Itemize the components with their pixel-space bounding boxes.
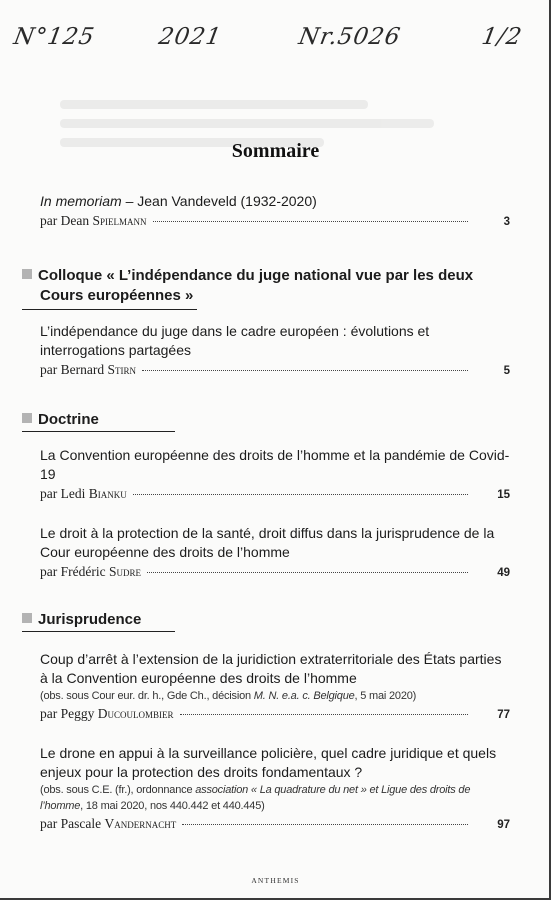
entry-title: Le droit à la protection de la santé, droit diffus dans la jurisprudence de la Cour européenne des droits de l’homme: [40, 525, 495, 560]
toc-entry-sudre[interactable]: [40, 524, 510, 580]
page-title: Sommaire: [231, 140, 320, 162]
section-colloque: Colloque « L’indépendance du juge national vue par les deux Cours européennes »: [22, 266, 473, 306]
entry-title: L’indépendance du juge dans le cadre européen : évolutions et interrogations partagées: [40, 323, 430, 358]
handwritten-number: Nr.5026: [296, 24, 403, 50]
leader-dots: [182, 824, 468, 825]
entry-title: Le drone en appui à la surveillance policière, quel cadre juridique et quels enjeux pour la protection des droits fondamentaux ?: [40, 745, 497, 780]
entry-byline: par Dean Spielmann 3: [40, 213, 510, 228]
handwritten-year: 2021: [156, 24, 224, 50]
entry-title: Coup d’arrêt à l’extension de la juridiction extraterritoriale des États parties à la Convention européenne des droits de l’homme: [40, 651, 502, 686]
entry-byline: par Frédéric Sudre 49: [40, 564, 510, 579]
page-number: 5: [503, 365, 510, 377]
leader-dots: [133, 494, 468, 495]
entry-byline: par Bernard Stirn 5: [40, 362, 510, 377]
toc-entry-stirn[interactable]: [40, 322, 510, 378]
entry-note: (obs. sous Cour eur. dr. h., Gde Ch., décision M. N. e.a. c. Belgique, 5 mai 2020): [40, 690, 417, 702]
toc-entry-ducoulombier[interactable]: [40, 650, 510, 722]
page-number: 77: [497, 709, 510, 721]
page-number: 3: [503, 216, 510, 228]
section-doctrine: Doctrine: [22, 410, 99, 430]
section-square-icon: [22, 413, 32, 423]
page-number: 15: [497, 489, 510, 501]
entry-byline: par Ledi Bianku 15: [40, 486, 510, 501]
toc-entry-vandernacht[interactable]: [40, 744, 510, 832]
section-underline: [22, 631, 175, 632]
section-underline: [22, 309, 197, 310]
publisher-footer: ANTHEMIS: [251, 876, 300, 885]
entry-title: La Convention européenne des droits de l’homme et la pandémie de Covid-19: [40, 447, 510, 482]
handwritten-annotation: [11, 24, 534, 64]
leader-dots: [142, 370, 468, 371]
leader-dots: [153, 221, 469, 222]
leader-dots: [147, 572, 468, 573]
section-square-icon: [22, 269, 32, 279]
section-underline: [22, 431, 175, 432]
section-jurisprudence: Jurisprudence: [22, 610, 141, 630]
page-number: 49: [497, 567, 510, 579]
toc-entry-bianku[interactable]: [40, 446, 510, 502]
section-square-icon: [22, 613, 32, 623]
entry-title: In memoriam – Jean Vandeveld (1932-2020): [40, 193, 317, 209]
entry-byline: par Pascale Vandernacht 97: [40, 816, 510, 831]
leader-dots: [180, 714, 468, 715]
toc-entry-in-memoriam[interactable]: [40, 192, 510, 229]
page-number: 97: [497, 819, 510, 831]
entry-note: (obs. sous C.E. (fr.), ordonnance association « La quadrature du net » et Ligue des droits de l’homme, 18 mai 2020, nos 440.442 et 440.445): [40, 784, 471, 812]
entry-byline: par Peggy Ducoulombier 77: [40, 706, 510, 721]
handwritten-issue: N°125: [11, 24, 97, 50]
handwritten-fraction: 1/2: [479, 24, 525, 50]
